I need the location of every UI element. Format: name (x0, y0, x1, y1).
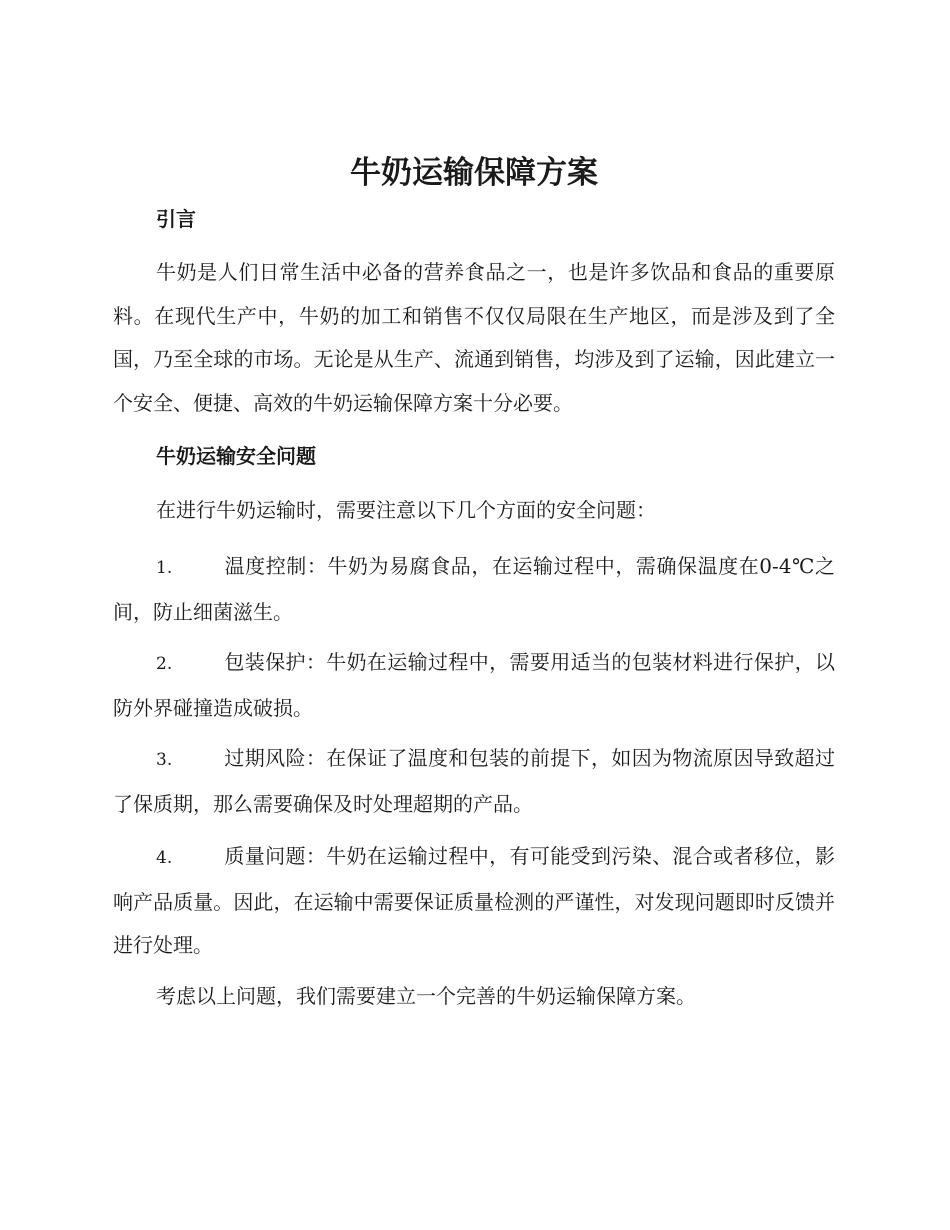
list-item-expiry (113, 737, 835, 826)
list-item-quality (113, 835, 835, 968)
list-item-number: 1. (156, 558, 173, 578)
list-item-temperature (113, 545, 835, 634)
safety-lead-paragraph: 在进行牛奶运输时，需要注意以下几个方面的安全问题： (156, 498, 656, 522)
list-item-text: 包装保护：牛奶在运输过程中，需要用适当的包装材料进行保护，以防外界碰撞造成破损。 (113, 650, 835, 720)
intro-heading: 引言 (156, 207, 196, 231)
document-title: 牛奶运输保障方案 (350, 155, 598, 191)
list-item-text: 温度控制：牛奶为易腐食品，在运输过程中，需确保温度在0-4℃之间，防止细菌滋生。 (113, 554, 835, 624)
list-item-text: 质量问题：牛奶在运输过程中，有可能受到污染、混合或者移位，影响产品质量。因此，在运输中需要保证质量检测的严谨性，对发现问题即时反馈并进行处理。 (113, 844, 835, 958)
list-item-number: 2. (156, 654, 173, 674)
list-item-text: 过期风险：在保证了温度和包装的前提下，如因为物流原因导致超过了保质期，那么需要确保及时处理超期的产品。 (113, 746, 835, 816)
conclusion-paragraph: 考虑以上问题，我们需要建立一个完善的牛奶运输保障方案。 (156, 984, 696, 1008)
list-item-number: 3. (156, 750, 173, 770)
intro-paragraph: 牛奶是人们日常生活中必备的营养食品之一，也是许多饮品和食品的重要原料。在现代生产中，牛奶的加工和销售不仅仅局限在生产地区，而是涉及到了全国，乃至全球的市场。无论是从生产、流通到销售，均涉及到了运输，因此建立一个安全、便捷、高效的牛奶运输保障方案十分必要。 (113, 260, 835, 416)
list-item-packaging (113, 641, 835, 730)
safety-heading: 牛奶运输安全问题 (156, 444, 316, 468)
list-item-number: 4. (156, 848, 173, 868)
